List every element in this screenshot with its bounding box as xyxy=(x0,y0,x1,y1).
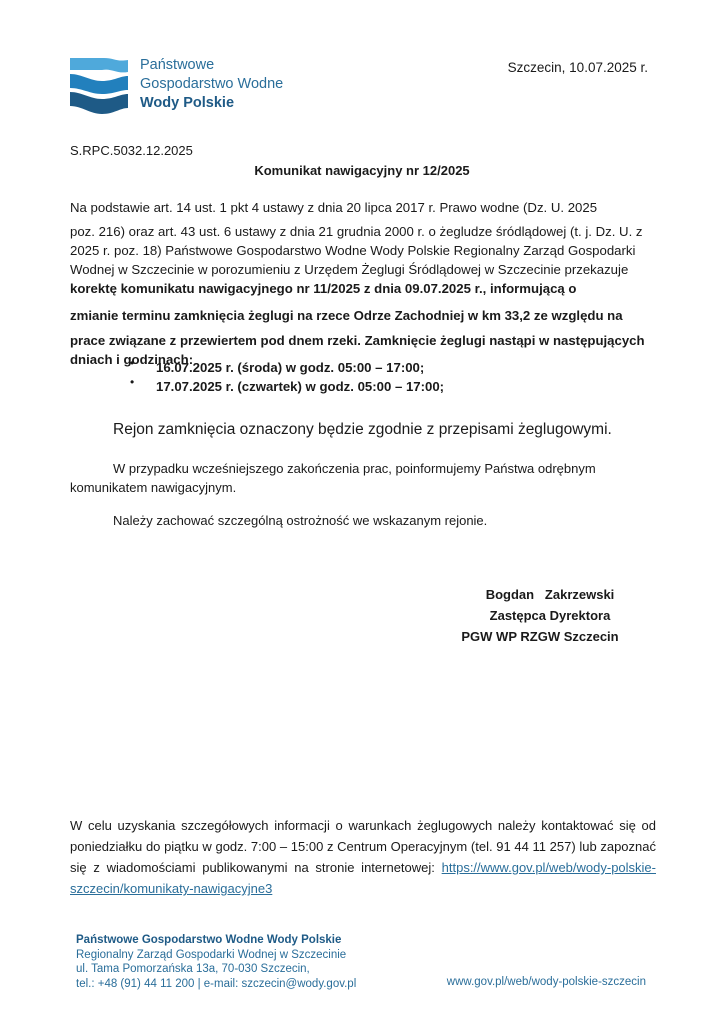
closure-item: • 17.07.2025 r. (czwartek) w godz. 05:00 – 17:00; xyxy=(130,377,444,396)
footer-org: Państwowe Gospodarstwo Wodne Wody Polskie xyxy=(76,934,342,946)
change-line: zmianie terminu zamknięcia żeglugi na rzece Odrze Zachodniej w km 33,2 ze względu na xyxy=(70,308,623,323)
caution-note: Należy zachować szczególną ostrożność we wskazanym rejonie. xyxy=(113,513,488,528)
early-end-line: W przypadku wcześniejszego zakończenia prac, poinformujemy Państwa odrębnym xyxy=(113,461,596,476)
reference-number: S.RPC.5032.12.2025 xyxy=(70,143,193,158)
intro-line: 2025 r. poz. 18) Państwowe Gospodarstwo Wodne Wody Polskie Regionalny Zarząd Gospodarki xyxy=(70,243,636,258)
logo-text xyxy=(140,56,283,113)
logo-line-3: Wody Polskie xyxy=(140,95,235,111)
footer-address xyxy=(76,933,356,991)
signatory-name: Bogdan Zakrzewski xyxy=(485,587,615,602)
footer-website[interactable]: www.gov.pl/web/wody-polskie-szczecin xyxy=(446,976,646,988)
signatory-org: PGW WP RZGW Szczecin xyxy=(461,629,619,644)
contact-info-paragraph xyxy=(70,815,656,899)
logo-line-1: Państwowe xyxy=(140,57,215,73)
signature-block xyxy=(440,584,640,647)
region-note: Rejon zamknięcia oznaczony będzie zgodnie z przepisami żeglugowymi. xyxy=(113,421,612,438)
intro-line: Na podstawie art. 14 ust. 1 pkt 4 ustawy z dnia 20 lipca 2017 r. Prawo wodne (Dz. U. 2025 xyxy=(70,200,598,215)
signatory-role: Zastępca Dyrektora xyxy=(489,608,611,623)
place-date: Szczecin, 10.07.2025 r. xyxy=(507,60,648,75)
footer-unit: Regionalny Zarząd Gospodarki Wodnej w Szczecinie xyxy=(76,948,347,961)
document-title-text: Komunikat nawigacyjny nr 12/2025 xyxy=(254,163,470,178)
document-title xyxy=(0,163,724,178)
contact-info-text: W celu uzyskania szczegółowych informacji o warunkach żeglugowych należy kontaktować się od poniedziałku do piątku w godz. 7:00 – 15:00 z Centrum Operacyjnym (tel. 91 44 11 257) lub zapoznać się z wiadomościami publikowanymi na stronie internetowej: xyxy=(70,818,656,875)
early-end-line: komunikatem nawigacyjnym. xyxy=(70,480,237,495)
intro-line: Wodnej w Szczecinie w porozumieniu z Urzędem Żeglugi Śródlądowej w Szczecinie przekazuje xyxy=(70,262,629,277)
change-line: prace związane z przewiertem pod dnem rzeki. Zamknięcie żeglugi nastąpi w następujących xyxy=(70,333,645,348)
closure-list xyxy=(130,358,444,396)
logo-waves-icon xyxy=(68,54,130,116)
logo-line-2: Gospodarstwo Wodne xyxy=(140,76,284,92)
navigation-notices-link[interactable]: https://www.gov.pl/web/wody-polskie-szczecin/komunikaty-nawigacyjne3 xyxy=(70,860,656,896)
closure-item: • 16.07.2025 r. (środa) w godz. 05:00 – 17:00; xyxy=(130,358,444,377)
footer-street: ul. Tama Pomorzańska 13a, 70-030 Szczecin, xyxy=(76,963,310,975)
intro-line: poz. 216) oraz art. 43 ust. 6 ustawy z dnia 21 grudnia 2000 r. o żegludze śródlądowej (t. j. Dz. U. z xyxy=(70,224,643,239)
intro-line-bold: korektę komunikatu nawigacyjnego nr 11/2025 z dnia 09.07.2025 r., informującą o xyxy=(70,281,577,296)
early-end-paragraph xyxy=(70,459,630,497)
change-line: dniach i godzinach: xyxy=(70,352,194,367)
intro-paragraph xyxy=(70,197,652,298)
footer-contact: tel.: +48 (91) 44 11 200 | e-mail: szczecin@wody.gov.pl xyxy=(76,977,357,990)
